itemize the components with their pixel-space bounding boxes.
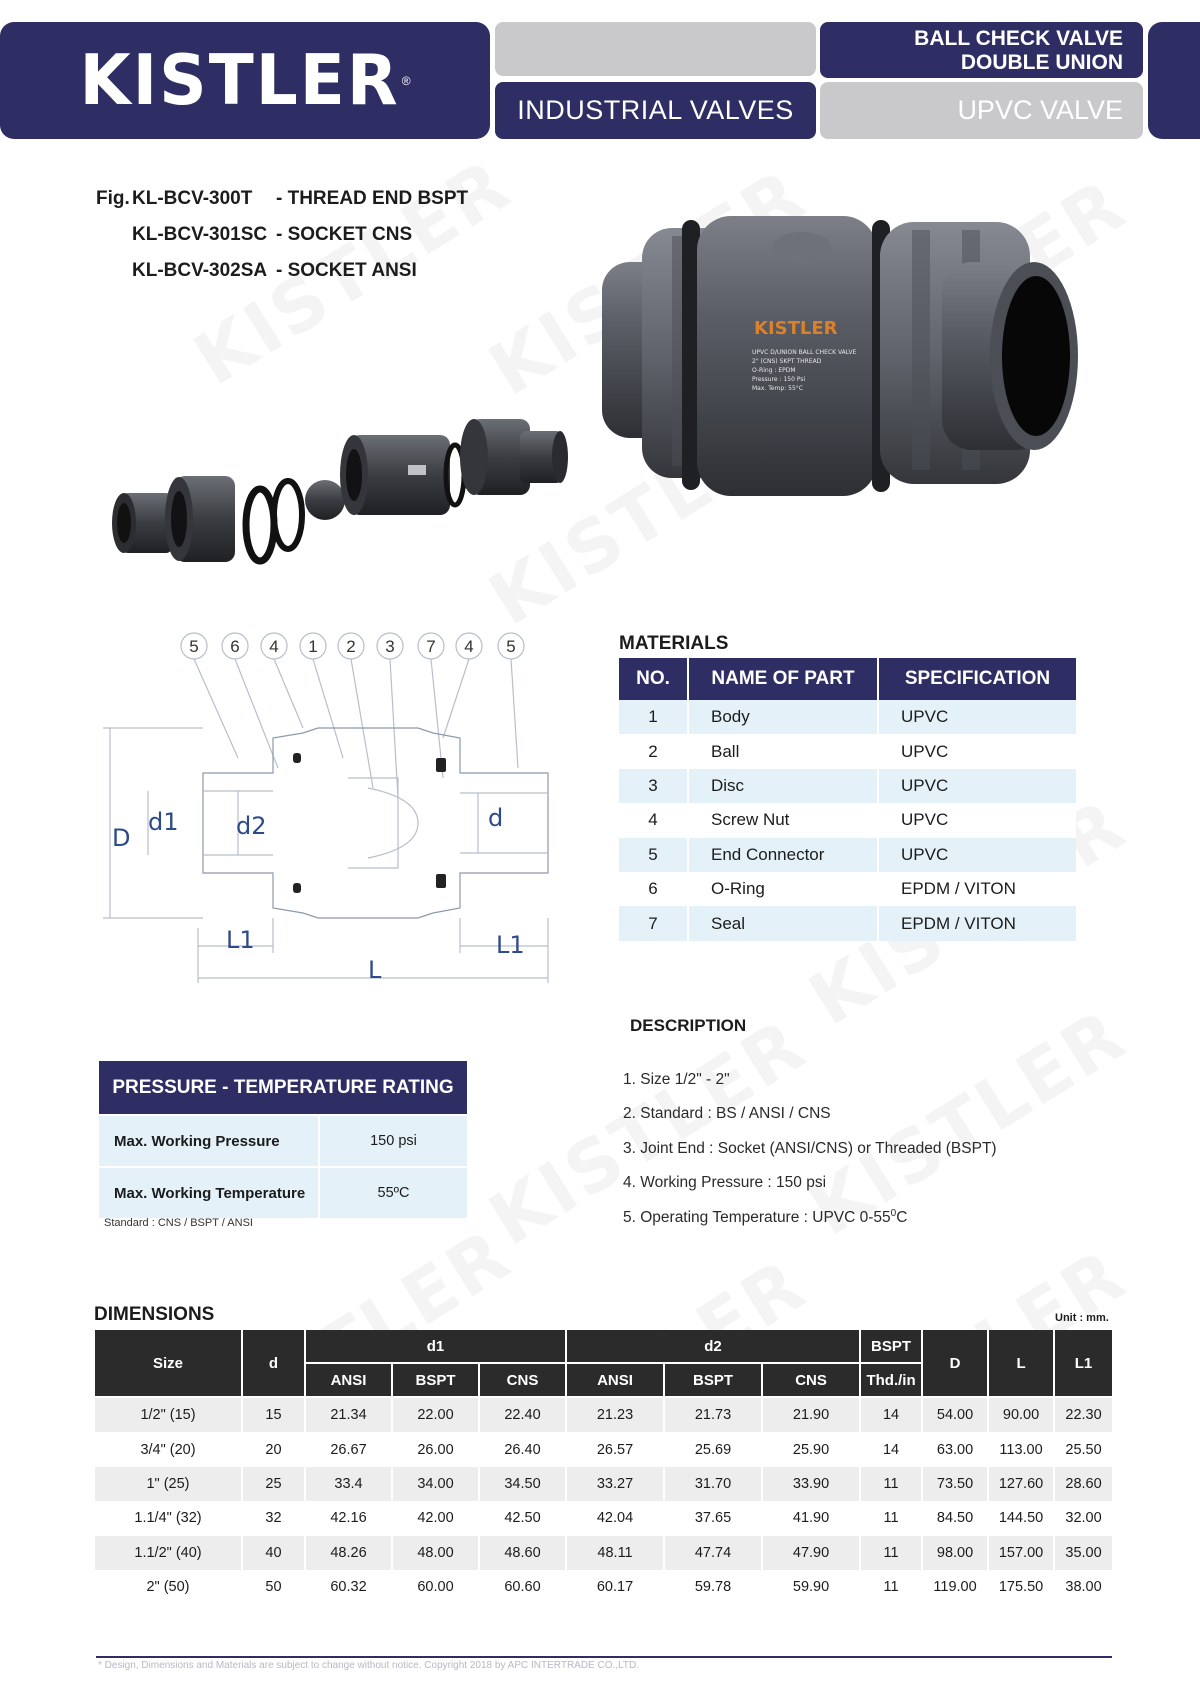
callout-number: 5 [506,637,516,656]
table-cell: 98.00 [923,1536,989,1570]
label-L1-right: L1 [496,931,525,959]
description-list [623,1071,997,1242]
table-row [619,803,1076,837]
table-row [619,872,1076,906]
label-d: d [488,804,504,832]
description-item-text: 5. Operating Temperature : UPVC 0-55 [623,1209,891,1227]
exploded-parts-photo [110,415,570,575]
table-row [619,906,1076,940]
part-spec: UPVC [879,734,1076,768]
materials-heading: MATERIALS [619,633,729,654]
table-cell: 35.00 [1055,1536,1112,1570]
table-cell: 144.50 [989,1501,1055,1535]
column-header: d [243,1330,306,1398]
table-cell: 48.60 [480,1536,567,1570]
table-cell: 26.00 [393,1432,480,1466]
table-cell: 25.69 [665,1432,763,1466]
header-edge-tab [1148,22,1200,139]
table-row [95,1467,1112,1501]
table-cell: 157.00 [989,1536,1055,1570]
part-spec: UPVC [879,838,1076,872]
label-L1-left: L1 [226,926,255,954]
footer-divider [96,1656,1112,1658]
figure-desc: - THREAD END BSPT [276,188,469,209]
table-cell: 59.78 [665,1570,763,1604]
description-item: 1. Size 1/2" - 2" [623,1071,730,1088]
column-subheader: Thd./in [861,1364,923,1398]
table-row [95,1432,1112,1466]
table-cell: 22.40 [480,1398,567,1432]
table-cell: 22.30 [1055,1398,1112,1432]
category-label: INDUSTRIAL VALVES [495,82,816,139]
figure-desc: - SOCKET CNS [276,224,413,245]
callout-number: 7 [426,637,436,656]
column-subheader: CNS [763,1364,861,1398]
size-cell: 3/4" (20) [95,1432,243,1466]
column-header: NAME OF PART [689,658,879,700]
callout-number: 4 [269,637,279,656]
table-header-row [95,1330,1112,1364]
part-spec: UPVC [879,700,1076,734]
product-title-line2: DOUBLE UNION [960,51,1123,74]
table-cell: 21.73 [665,1398,763,1432]
description-heading: DESCRIPTION [630,1016,747,1035]
standard-note: Standard : CNS / BSPT / ANSI [104,1217,253,1229]
part-spec: EPDM / VITON [879,872,1076,906]
part-number: 1 [619,700,689,734]
figure-prefix: Fig. [96,188,130,209]
figure-row [96,253,468,289]
pressure-temperature-heading: PRESSURE - TEMPERATURE RATING [99,1061,467,1114]
table-cell: 60.17 [567,1570,665,1604]
label-d1: d1 [148,808,179,836]
column-subheader: BSPT [665,1364,763,1398]
table-cell: 32 [243,1501,306,1535]
part-name: Disc [689,769,879,803]
table-cell: 73.50 [923,1467,989,1501]
table-cell: 42.04 [567,1501,665,1535]
table-cell: 33.27 [567,1467,665,1501]
product-title-line1: BALL CHECK VALVE [914,27,1123,50]
dimensions-body [95,1398,1112,1604]
part-name: Body [689,700,879,734]
assembled-valve-photo [602,206,1082,512]
table-cell: 20 [243,1432,306,1466]
table-row [619,769,1076,803]
column-header: SPECIFICATION [879,658,1076,700]
figure-code: KL-BCV-300T [132,188,253,209]
label-d2: d2 [236,812,267,840]
part-name: Screw Nut [689,803,879,837]
table-row [619,700,1076,734]
label-L: L [368,956,382,984]
rating-label: Max. Working Temperature [99,1168,320,1218]
table-cell: 34.00 [393,1467,480,1501]
table-cell: 33.90 [763,1467,861,1501]
figure-code: KL-BCV-302SA [132,260,268,281]
part-name: Ball [689,734,879,768]
header-spacer-panel [495,22,816,76]
table-cell: 33.4 [306,1467,393,1501]
cross-section-drawing [98,628,566,998]
table-cell: 42.50 [480,1501,567,1535]
callout-number: 3 [385,637,395,656]
description-item: 4. Working Pressure : 150 psi [623,1173,827,1191]
part-spec: UPVC [879,803,1076,837]
table-cell: 11 [861,1467,923,1501]
table-cell: 25.50 [1055,1432,1112,1466]
valve-label-line: Pressure : 150 Psi [752,376,806,383]
table-cell: 11 [861,1536,923,1570]
size-cell: 1.1/4" (32) [95,1501,243,1535]
table-cell: 34.50 [480,1467,567,1501]
brand-logo [0,22,490,139]
table-cell: 84.50 [923,1501,989,1535]
table-cell: 40 [243,1536,306,1570]
column-subheader: ANSI [306,1364,393,1398]
table-row [95,1501,1112,1535]
table-cell: 60.32 [306,1570,393,1604]
table-cell: 15 [243,1398,306,1432]
column-header: L1 [1055,1330,1112,1398]
column-header: NO. [619,658,689,700]
table-cell: 48.00 [393,1536,480,1570]
table-cell: 127.60 [989,1467,1055,1501]
table-cell: 50 [243,1570,306,1604]
valve-label-line: O-Ring : EPDM [752,367,796,374]
valve-label-line: UPVC D/UNION BALL CHECK VALVE [752,349,857,356]
product-title [820,22,1143,78]
table-cell: 21.23 [567,1398,665,1432]
table-cell: 119.00 [923,1570,989,1604]
rating-value: 55ºC [377,1185,410,1201]
column-header: D [923,1330,989,1398]
size-cell: 1/2" (15) [95,1398,243,1432]
table-cell: 11 [861,1570,923,1604]
table-cell: 113.00 [989,1432,1055,1466]
table-cell: 63.00 [923,1432,989,1466]
table-row [619,734,1076,768]
table-cell: 90.00 [989,1398,1055,1432]
column-header: L [989,1330,1055,1398]
rating-value: 150 psi [370,1133,417,1149]
column-group-header: d2 [567,1330,861,1364]
registered-mark: ® [401,73,411,88]
table-cell: 25.90 [763,1432,861,1466]
dimensions-table [95,1330,1112,1604]
table-cell: 48.11 [567,1536,665,1570]
callout-number: 5 [189,637,199,656]
callout-number: 4 [464,637,474,656]
part-number: 6 [619,872,689,906]
table-cell: 48.26 [306,1536,393,1570]
logo-text: KISTLER [79,40,400,121]
table-cell: 59.90 [763,1570,861,1604]
figure-codes [96,181,468,289]
table-cell: 26.57 [567,1432,665,1466]
table-cell: 14 [861,1432,923,1466]
material-label: UPVC VALVE [820,82,1143,139]
table-row [619,838,1076,872]
description-item: 2. Standard : BS / ANSI / CNS [623,1105,831,1123]
dimensions-heading: DIMENSIONS [94,1304,215,1325]
table-cell: 37.65 [665,1501,763,1535]
description-item: 3. Joint End : Socket (ANSI/CNS) or Threaded (BSPT) [623,1139,997,1157]
rating-label: Max. Working Pressure [99,1116,320,1166]
table-cell: 41.90 [763,1501,861,1535]
column-subheader: ANSI [567,1364,665,1398]
pressure-temperature-box [99,1061,467,1218]
table-cell: 60.00 [393,1570,480,1604]
table-cell: 11 [861,1501,923,1535]
valve-label-line: Max. Temp: 55°C [752,385,803,392]
part-name: Seal [689,906,879,940]
rating-row [99,1116,467,1166]
part-number: 5 [619,838,689,872]
label-D: D [112,824,131,852]
column-header: Size [95,1330,243,1398]
part-number: 3 [619,769,689,803]
part-number: 7 [619,906,689,940]
table-cell: 21.90 [763,1398,861,1432]
table-cell: 47.90 [763,1536,861,1570]
materials-table [619,658,1076,941]
unit-note: Unit : mm. [1055,1312,1109,1324]
table-cell: 32.00 [1055,1501,1112,1535]
table-cell: 175.50 [989,1570,1055,1604]
size-cell: 2" (50) [95,1570,243,1604]
part-number: 4 [619,803,689,837]
part-spec: UPVC [879,769,1076,803]
table-row [95,1570,1112,1604]
table-cell: 60.60 [480,1570,567,1604]
table-cell: 42.16 [306,1501,393,1535]
table-cell: 47.74 [665,1536,763,1570]
column-header: BSPT [861,1330,923,1364]
figure-row [96,181,468,217]
table-row [95,1536,1112,1570]
callout-number: 2 [346,637,356,656]
part-number: 2 [619,734,689,768]
table-cell: 54.00 [923,1398,989,1432]
part-name: O-Ring [689,872,879,906]
size-cell: 1.1/2" (40) [95,1536,243,1570]
table-cell: 38.00 [1055,1570,1112,1604]
callout-number: 1 [308,637,318,656]
callout-number: 6 [230,637,240,656]
rating-row [99,1168,467,1218]
table-cell: 22.00 [393,1398,480,1432]
table-row [95,1398,1112,1432]
figure-row [96,217,468,253]
valve-label-line: 2" (CNS) SKPT THREAD [752,358,822,365]
size-cell: 1" (25) [95,1467,243,1501]
table-cell: 25 [243,1467,306,1501]
part-spec: EPDM / VITON [879,906,1076,940]
degree-superscript: 0 [890,1208,897,1220]
table-cell: 26.67 [306,1432,393,1466]
table-cell: 28.60 [1055,1467,1112,1501]
temperature-unit: C [896,1209,908,1227]
description-item [623,1208,997,1242]
column-subheader: BSPT [393,1364,480,1398]
footer-note: * Design, Dimensions and Materials are subject to change without notice. Copyright 2018 by APC INTERTRADE CO.,LTD. [98,1660,639,1671]
valve-label-brand: KISTLER [754,318,838,339]
column-subheader: CNS [480,1364,567,1398]
table-cell: 21.34 [306,1398,393,1432]
table-cell: 42.00 [393,1501,480,1535]
column-group-header: d1 [306,1330,567,1364]
figure-desc: - SOCKET ANSI [276,260,417,281]
table-cell: 26.40 [480,1432,567,1466]
table-header-row [619,658,1076,700]
part-name: End Connector [689,838,879,872]
figure-code: KL-BCV-301SC [132,224,268,245]
table-cell: 14 [861,1398,923,1432]
table-cell: 31.70 [665,1467,763,1501]
